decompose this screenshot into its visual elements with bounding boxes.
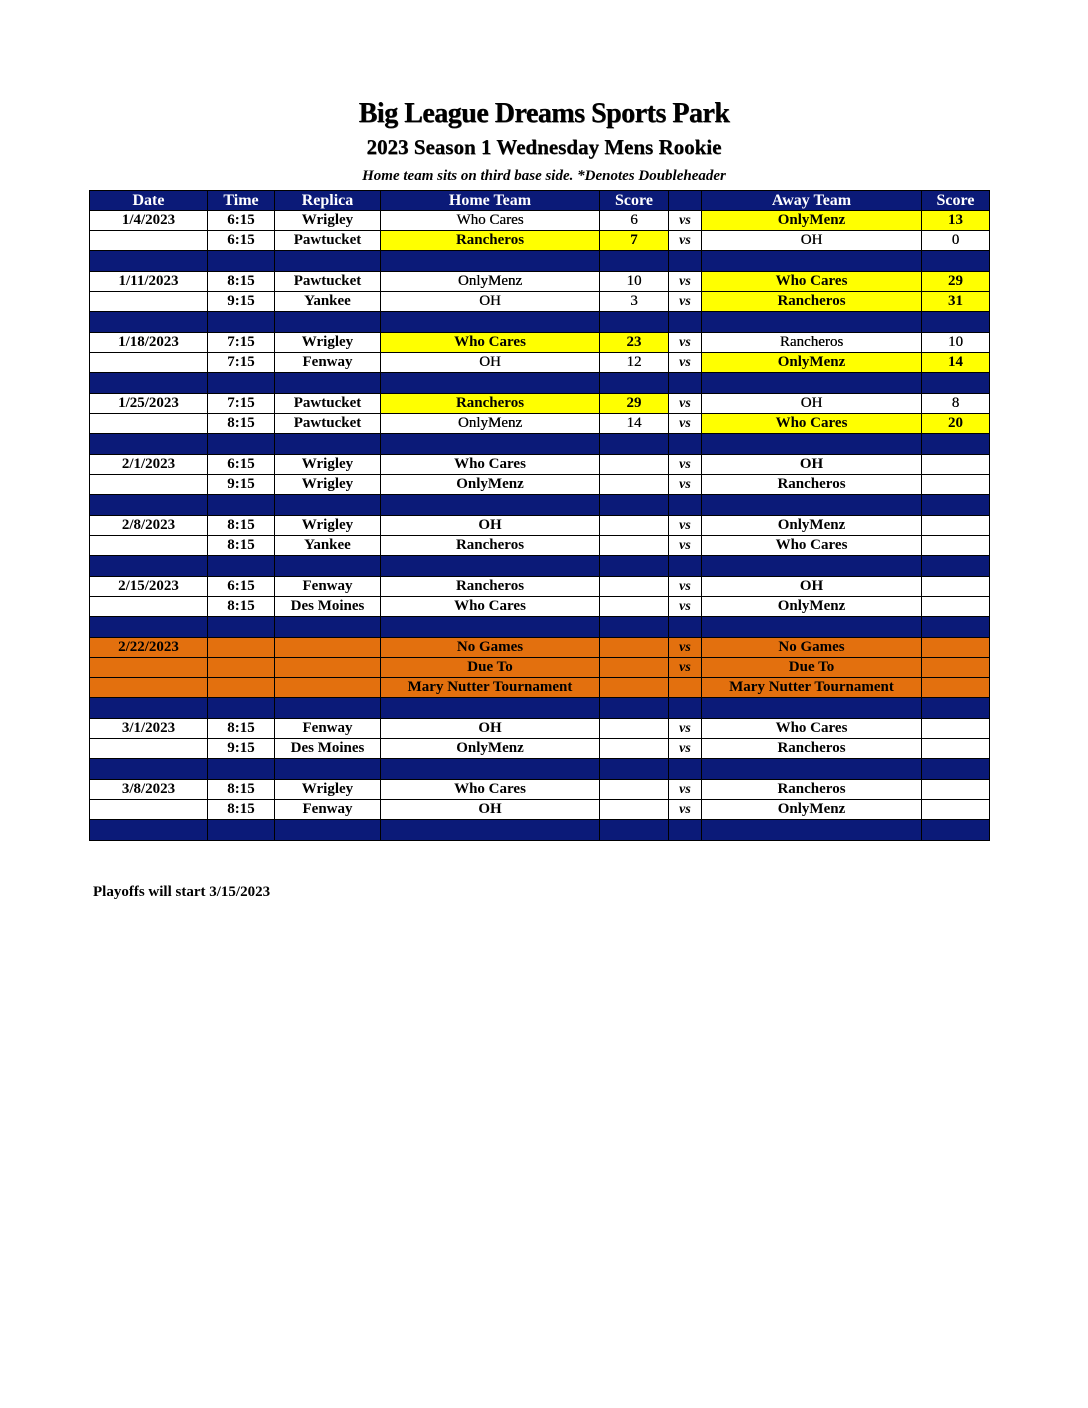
date-cell: 2/15/2023 [90,577,208,597]
separator-cell [669,312,702,333]
game-row [90,353,990,373]
game-row [90,800,990,820]
separator-cell [381,759,600,780]
date-cell: 3/1/2023 [90,719,208,739]
vs-cell: vs [669,272,702,292]
away-team-cell: OH [702,394,922,414]
away-team-cell: OH [702,455,922,475]
date-cell: 1/4/2023 [90,211,208,231]
vs-cell: vs [669,211,702,231]
vs-cell: vs [669,292,702,312]
separator-cell [669,373,702,394]
game-row [90,292,990,312]
away-score-cell: 0 [922,231,990,251]
col-home-team: Home Team [381,191,600,211]
home-team-cell: Rancheros [381,394,600,414]
separator-cell [702,698,922,719]
separator-cell [922,434,990,455]
separator-cell [90,556,208,577]
playoffs-note: Playoffs will start 3/15/2023 [93,884,271,900]
separator-cell [669,251,702,272]
separator-row [90,759,990,780]
home-team-cell: Rancheros [381,577,600,597]
home-score-cell [600,638,669,658]
vs-cell: vs [669,780,702,800]
away-team-cell: Who Cares [702,536,922,556]
away-team-cell: OnlyMenz [702,800,922,820]
home-team-cell: Mary Nutter Tournament [381,678,600,698]
vs-cell: vs [669,638,702,658]
separator-cell [381,495,600,516]
separator-cell [275,759,381,780]
separator-cell [669,617,702,638]
separator-cell [922,373,990,394]
home-team-cell: OH [381,800,600,820]
game-row [90,780,990,800]
replica-cell: Fenway [275,353,381,373]
vs-cell: vs [669,414,702,434]
separator-cell [702,820,922,841]
separator-cell [600,312,669,333]
home-score-cell [600,577,669,597]
separator-cell [600,373,669,394]
vs-cell: vs [669,333,702,353]
replica-cell: Fenway [275,577,381,597]
time-cell: 6:15 [208,577,275,597]
time-cell: 8:15 [208,414,275,434]
date-cell: 1/18/2023 [90,333,208,353]
col-vs [669,191,702,211]
separator-row [90,495,990,516]
separator-cell [702,556,922,577]
game-row [90,516,990,536]
game-row [90,739,990,759]
time-cell [208,638,275,658]
separator-cell [381,556,600,577]
away-team-cell: Who Cares [702,414,922,434]
separator-cell [922,698,990,719]
separator-cell [381,251,600,272]
separator-cell [669,495,702,516]
separator-cell [922,556,990,577]
away-team-cell: OnlyMenz [702,211,922,231]
away-score-cell [922,536,990,556]
date-cell: 2/22/2023 [90,638,208,658]
separator-cell [90,495,208,516]
game-row [90,414,990,434]
separator-cell [275,312,381,333]
separator-cell [90,617,208,638]
no-games-row [90,658,990,678]
vs-cell: vs [669,800,702,820]
away-team-cell: Rancheros [702,739,922,759]
game-row [90,394,990,414]
vs-cell: vs [669,739,702,759]
time-cell: 8:15 [208,272,275,292]
away-score-cell [922,678,990,698]
replica-cell: Pawtucket [275,231,381,251]
home-score-cell [600,536,669,556]
away-team-cell: OH [702,231,922,251]
away-team-cell: Due To [702,658,922,678]
away-team-cell: Rancheros [702,475,922,495]
time-cell: 8:15 [208,516,275,536]
game-row [90,231,990,251]
schedule-table [89,190,990,841]
col-away-score: Score [922,191,990,211]
separator-cell [600,251,669,272]
separator-cell [90,251,208,272]
separator-cell [922,495,990,516]
col-time: Time [208,191,275,211]
vs-cell: vs [669,394,702,414]
separator-cell [275,698,381,719]
separator-cell [381,434,600,455]
home-score-cell [600,475,669,495]
separator-cell [90,373,208,394]
home-score-cell [600,678,669,698]
date-cell [90,800,208,820]
date-cell [90,536,208,556]
vs-cell: vs [669,597,702,617]
separator-cell [275,434,381,455]
game-row [90,455,990,475]
game-row [90,719,990,739]
away-team-cell: OnlyMenz [702,353,922,373]
away-score-cell: 13 [922,211,990,231]
away-team-cell: OnlyMenz [702,516,922,536]
col-replica: Replica [275,191,381,211]
date-cell: 2/1/2023 [90,455,208,475]
date-cell [90,597,208,617]
date-cell [90,658,208,678]
separator-cell [922,251,990,272]
separator-cell [381,373,600,394]
home-team-cell: OH [381,719,600,739]
home-score-cell: 14 [600,414,669,434]
header-row [90,191,990,211]
home-score-cell [600,739,669,759]
away-score-cell: 31 [922,292,990,312]
time-cell: 6:15 [208,231,275,251]
schedule-note: Home team sits on third base side. *Denotes Doubleheader [362,168,726,184]
separator-row [90,617,990,638]
away-score-cell [922,516,990,536]
home-score-cell [600,516,669,536]
vs-cell: vs [669,231,702,251]
away-team-cell: Rancheros [702,780,922,800]
no-games-row [90,638,990,658]
home-score-cell [600,455,669,475]
separator-cell [702,495,922,516]
separator-cell [208,251,275,272]
separator-cell [90,312,208,333]
game-row [90,333,990,353]
separator-cell [275,820,381,841]
separator-row [90,373,990,394]
time-cell: 8:15 [208,800,275,820]
time-cell: 9:15 [208,475,275,495]
separator-cell [208,617,275,638]
away-team-cell: OH [702,577,922,597]
time-cell [208,678,275,698]
time-cell: 8:15 [208,719,275,739]
separator-cell [600,759,669,780]
home-team-cell: Who Cares [381,455,600,475]
time-cell: 9:15 [208,739,275,759]
separator-cell [90,759,208,780]
separator-row [90,312,990,333]
away-score-cell [922,739,990,759]
game-row [90,211,990,231]
separator-cell [669,556,702,577]
date-cell: 3/8/2023 [90,780,208,800]
home-team-cell: Who Cares [381,333,600,353]
separator-cell [275,373,381,394]
separator-cell [600,820,669,841]
separator-cell [208,495,275,516]
time-cell: 8:15 [208,597,275,617]
vs-cell: vs [669,658,702,678]
vs-cell: vs [669,577,702,597]
date-cell [90,678,208,698]
separator-row [90,556,990,577]
game-row [90,597,990,617]
home-team-cell: OnlyMenz [381,272,600,292]
away-score-cell: 29 [922,272,990,292]
separator-cell [600,434,669,455]
replica-cell [275,638,381,658]
replica-cell [275,678,381,698]
separator-cell [275,251,381,272]
replica-cell: Pawtucket [275,414,381,434]
home-score-cell: 10 [600,272,669,292]
replica-cell: Wrigley [275,333,381,353]
home-team-cell: OnlyMenz [381,739,600,759]
home-team-cell: Rancheros [381,536,600,556]
separator-cell [90,698,208,719]
separator-cell [381,312,600,333]
separator-cell [600,617,669,638]
away-score-cell: 20 [922,414,990,434]
home-team-cell: Due To [381,658,600,678]
schedule-body [90,211,990,841]
separator-cell [275,495,381,516]
vs-cell: vs [669,353,702,373]
separator-row [90,251,990,272]
home-team-cell: Who Cares [381,597,600,617]
time-cell: 7:15 [208,353,275,373]
separator-cell [600,556,669,577]
replica-cell: Wrigley [275,455,381,475]
separator-cell [90,820,208,841]
date-cell [90,739,208,759]
away-team-cell: OnlyMenz [702,597,922,617]
time-cell: 7:15 [208,394,275,414]
home-score-cell [600,800,669,820]
away-team-cell: Mary Nutter Tournament [702,678,922,698]
away-score-cell [922,780,990,800]
away-score-cell [922,800,990,820]
replica-cell: Pawtucket [275,394,381,414]
separator-cell [600,698,669,719]
time-cell: 6:15 [208,211,275,231]
separator-cell [381,698,600,719]
home-score-cell [600,658,669,678]
away-score-cell: 8 [922,394,990,414]
home-score-cell: 23 [600,333,669,353]
home-team-cell: Rancheros [381,231,600,251]
separator-cell [90,434,208,455]
replica-cell: Yankee [275,292,381,312]
home-team-cell: OH [381,516,600,536]
separator-cell [208,373,275,394]
separator-row [90,698,990,719]
time-cell: 9:15 [208,292,275,312]
home-team-cell: Who Cares [381,780,600,800]
home-team-cell: Who Cares [381,211,600,231]
date-cell [90,414,208,434]
replica-cell [275,658,381,678]
replica-cell: Wrigley [275,211,381,231]
away-team-cell: Rancheros [702,292,922,312]
no-games-row [90,678,990,698]
away-team-cell: Who Cares [702,272,922,292]
separator-cell [702,251,922,272]
separator-cell [208,698,275,719]
separator-cell [381,820,600,841]
replica-cell: Wrigley [275,516,381,536]
vs-cell: vs [669,719,702,739]
home-score-cell: 3 [600,292,669,312]
home-score-cell: 29 [600,394,669,414]
vs-cell: vs [669,516,702,536]
separator-cell [922,759,990,780]
separator-cell [208,820,275,841]
separator-cell [922,820,990,841]
home-score-cell [600,719,669,739]
replica-cell: Fenway [275,719,381,739]
away-score-cell [922,597,990,617]
away-score-cell [922,638,990,658]
away-score-cell [922,455,990,475]
separator-cell [702,312,922,333]
page-subtitle: 2023 Season 1 Wednesday Mens Rookie [366,135,722,159]
game-row [90,272,990,292]
away-team-cell: Rancheros [702,333,922,353]
replica-cell: Wrigley [275,780,381,800]
home-team-cell: OH [381,292,600,312]
home-score-cell: 12 [600,353,669,373]
col-date: Date [90,191,208,211]
separator-cell [922,312,990,333]
separator-cell [702,617,922,638]
date-cell [90,292,208,312]
vs-cell: vs [669,475,702,495]
date-cell: 1/25/2023 [90,394,208,414]
date-cell: 1/11/2023 [90,272,208,292]
separator-cell [669,434,702,455]
date-cell [90,231,208,251]
separator-cell [208,312,275,333]
separator-cell [669,820,702,841]
separator-cell [600,495,669,516]
separator-cell [702,759,922,780]
replica-cell: Pawtucket [275,272,381,292]
game-row [90,577,990,597]
home-team-cell: OnlyMenz [381,475,600,495]
separator-row [90,820,990,841]
time-cell: 7:15 [208,333,275,353]
separator-cell [669,698,702,719]
time-cell: 8:15 [208,536,275,556]
separator-cell [208,759,275,780]
separator-cell [208,556,275,577]
time-cell: 8:15 [208,780,275,800]
vs-cell: vs [669,455,702,475]
replica-cell: Fenway [275,800,381,820]
separator-cell [208,434,275,455]
away-team-cell: Who Cares [702,719,922,739]
date-cell: 2/8/2023 [90,516,208,536]
separator-cell [275,556,381,577]
game-row [90,475,990,495]
home-score-cell [600,597,669,617]
away-score-cell: 10 [922,333,990,353]
date-cell [90,353,208,373]
home-score-cell: 6 [600,211,669,231]
away-score-cell: 14 [922,353,990,373]
home-team-cell: No Games [381,638,600,658]
vs-cell: vs [669,536,702,556]
replica-cell: Wrigley [275,475,381,495]
game-row [90,536,990,556]
col-away-team: Away Team [702,191,922,211]
separator-cell [669,759,702,780]
time-cell [208,658,275,678]
home-team-cell: OH [381,353,600,373]
separator-cell [381,617,600,638]
home-score-cell [600,780,669,800]
date-cell [90,475,208,495]
replica-cell: Yankee [275,536,381,556]
separator-cell [275,617,381,638]
page-title: Big League Dreams Sports Park [358,98,730,129]
away-score-cell [922,719,990,739]
separator-cell [702,373,922,394]
away-team-cell: No Games [702,638,922,658]
separator-row [90,434,990,455]
home-team-cell: OnlyMenz [381,414,600,434]
vs-cell [669,678,702,698]
time-cell: 6:15 [208,455,275,475]
away-score-cell [922,475,990,495]
separator-cell [922,617,990,638]
replica-cell: Des Moines [275,739,381,759]
away-score-cell [922,658,990,678]
away-score-cell [922,577,990,597]
separator-cell [702,434,922,455]
col-home-score: Score [600,191,669,211]
home-score-cell: 7 [600,231,669,251]
replica-cell: Des Moines [275,597,381,617]
